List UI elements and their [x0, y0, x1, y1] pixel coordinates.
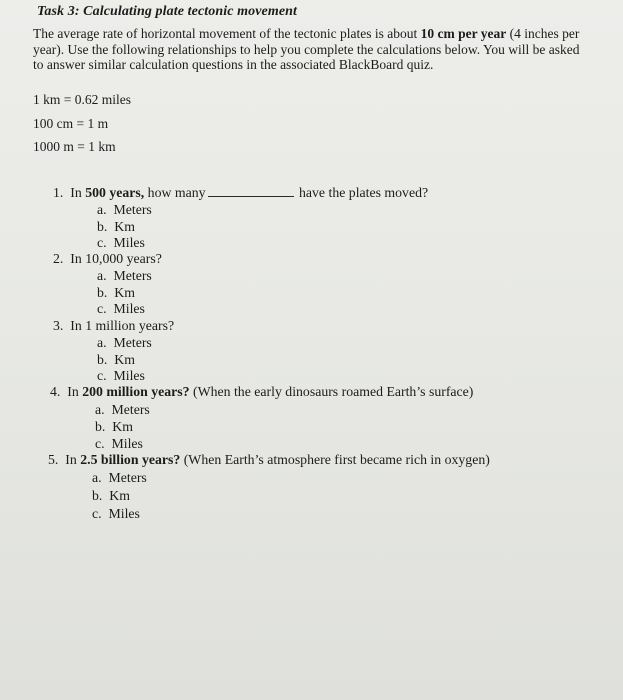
option-4b	[95, 419, 133, 435]
option-label: Km	[112, 419, 133, 434]
option-1a	[97, 202, 152, 218]
option-3a	[97, 335, 152, 351]
option-3c	[97, 368, 145, 384]
option-label: Miles	[113, 235, 145, 250]
question-number: 3.	[53, 318, 64, 333]
option-letter: b.	[97, 285, 108, 300]
conversion-m-km: 1000 m = 1 km	[33, 139, 116, 154]
option-5b	[92, 488, 130, 504]
question-text: In 1 million years?	[70, 318, 175, 333]
task-title: Task 3: Calculating plate tectonic movement	[37, 4, 298, 19]
intro-text-1: The average rate of horizontal movement of the tectonic plates is about	[33, 26, 421, 41]
option-letter: a.	[92, 470, 102, 485]
option-letter: b.	[97, 352, 108, 367]
option-letter: a.	[97, 268, 107, 283]
option-label: Km	[109, 488, 130, 503]
option-label: Miles	[108, 506, 140, 521]
intro-rate: 10 cm per year	[420, 26, 507, 41]
option-label: Miles	[113, 368, 145, 383]
question-text-post: (When Earth’s atmosphere first became rich in oxygen)	[180, 452, 490, 467]
option-label: Miles	[111, 436, 143, 451]
option-letter: b.	[92, 488, 103, 503]
question-2	[53, 251, 162, 267]
option-letter: b.	[95, 419, 106, 434]
question-bold: 500 years,	[85, 185, 145, 200]
option-letter: c.	[97, 301, 107, 316]
question-text-after-blank: have the plates moved?	[299, 185, 429, 200]
question-number: 5.	[48, 452, 59, 467]
question-bold: 200 million years?	[82, 384, 190, 399]
question-5	[48, 452, 490, 468]
option-3b	[97, 352, 135, 368]
option-5a	[92, 470, 147, 486]
option-5c	[92, 506, 140, 522]
question-4	[50, 384, 473, 400]
conversion-km-miles: 1 km = 0.62 miles	[33, 92, 131, 107]
question-1	[53, 185, 428, 201]
intro-paragraph	[33, 26, 593, 73]
option-letter: c.	[97, 235, 107, 250]
option-label: Meters	[113, 202, 152, 217]
question-text-post: (When the early dinosaurs roamed Earth’s surface)	[189, 384, 474, 399]
question-text: In 10,000 years?	[70, 251, 162, 266]
question-number: 2.	[53, 251, 64, 266]
conversion-cm-m: 100 cm = 1 m	[33, 116, 109, 131]
option-letter: a.	[97, 335, 107, 350]
option-2b	[97, 285, 135, 301]
option-letter: c.	[92, 506, 102, 521]
option-4a	[95, 402, 150, 418]
option-2a	[97, 268, 152, 284]
question-number: 1.	[53, 185, 64, 200]
option-label: Miles	[113, 301, 145, 316]
question-text: In	[65, 452, 81, 467]
option-4c	[95, 436, 143, 452]
question-bold: 2.5 billion years?	[80, 452, 181, 467]
question-text-post: how many	[144, 185, 206, 200]
option-letter: b.	[97, 219, 108, 234]
option-1c	[97, 235, 145, 251]
option-letter: a.	[95, 402, 105, 417]
option-label: Meters	[113, 268, 152, 283]
question-number: 4.	[50, 384, 61, 399]
option-label: Meters	[108, 470, 147, 485]
answer-blank[interactable]	[208, 185, 294, 197]
question-text: In	[70, 185, 86, 200]
option-letter: c.	[97, 368, 107, 383]
option-2c	[97, 301, 145, 317]
intro-text-2: (4 inches per year). Use the following relationships to help you complete the calculations below. You will be asked to answer similar calculation questions in the associated BlackBoard quiz.	[33, 26, 580, 72]
option-letter: a.	[97, 202, 107, 217]
question-text: In	[67, 384, 83, 399]
option-label: Meters	[113, 335, 152, 350]
option-label: Km	[114, 352, 135, 367]
question-3	[53, 318, 174, 334]
option-label: Km	[114, 219, 135, 234]
option-letter: c.	[95, 436, 105, 451]
option-label: Km	[114, 285, 135, 300]
option-1b	[97, 219, 135, 235]
option-label: Meters	[111, 402, 150, 417]
